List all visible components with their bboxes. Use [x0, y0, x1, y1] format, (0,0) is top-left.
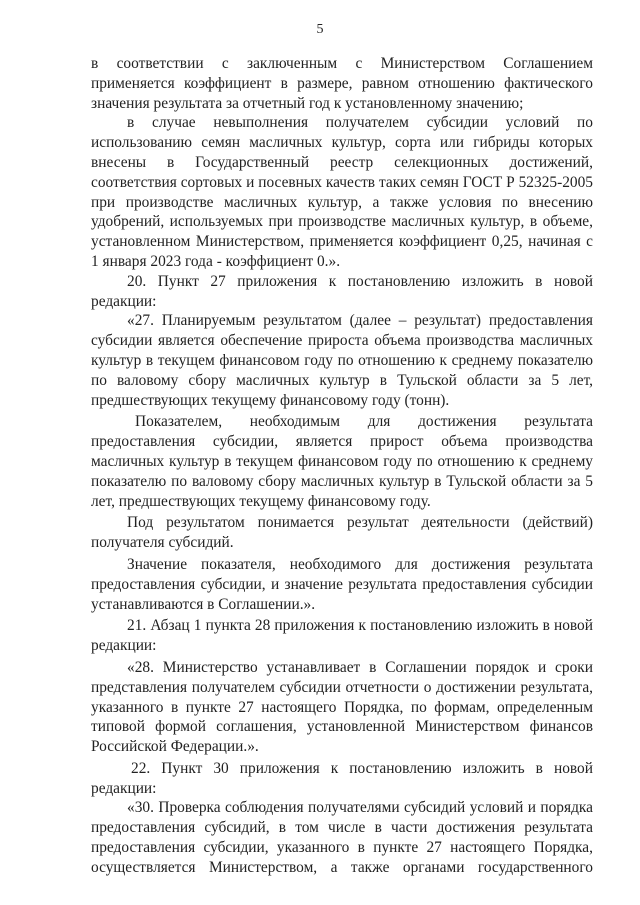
- paragraph-coefficient-ratio: в соответствии с заключенным с Министерством Соглашением применяется коэффициент в размере, равном отношению фактического значения результата за отчетный год к установленному значению;: [91, 55, 593, 112]
- page-number: 5: [316, 22, 324, 37]
- paragraph-point-30: «30. Проверка соблюдения получателями субсидий условий и порядка предоставления субсидий, в том числе в части достижения результата предоставления субсидии, указанного в пункте 27 настоящего Порядка, осуществляется Министерством, а также органами государственного: [91, 799, 593, 876]
- paragraph-item-21: 21. Абзац 1 пункта 28 приложения к постановлению изложить в новой редакции:: [91, 617, 593, 655]
- paragraph-indicator-value: Значение показателя, необходимого для достижения результата предоставления субсидии, и значение результата предоставления субсидии устанавливаются в Соглашении.».: [91, 555, 593, 613]
- paragraph-item-20: 20. Пункт 27 приложения к постановлению изложить в новой редакции:: [91, 272, 593, 310]
- paragraph-point-28: «28. Министерство устанавливает в Соглашении порядок и сроки представления получателем субсидии отчетности о достижении результата, указанного в пункте 27 настоящего Порядка, по формам, определенным типовой формой соглашения, установленной Министерством финансов Российской Федерации.».: [91, 658, 593, 756]
- paragraph-coefficient-penalty: в случае невыполнения получателем субсидии условий по использованию семян масличных культур, сорта или гибриды которых внесены в Государственный реестр селекционных достижений, соответствия сортовых и посевных качеств таких семян ГОСТ Р 52325-2005 при производстве масличных культур, а также условия по внесению удобрений, используемых при производстве масличных культур, в объеме, установленном Министерством, применяется коэффициент 0,25, начиная с 1 января 2023 года - коэффициент 0.».: [91, 114, 593, 270]
- paragraph-indicator: Показателем, необходимым для достижения результата предоставления субсидии, является прирост объема производства масличных культур в текущем финансовом году по отношению к среднему показателю по валовому сбору масличных культур в Тульской области за 5 лет, предшествующих текущему финансовому году.: [91, 413, 593, 510]
- paragraph-result-definition: Под результатом понимается результат деятельности (действий) получателя субсидий.: [91, 514, 593, 552]
- paragraph-point-27: «27. Планируемым результатом (далее – результат) предоставления субсидии является обеспечение прироста объема производства масличных культур в текущем финансовом году по отношению к среднему показателю по валовому сбору масличных культур в Тульской области за 5 лет, предшествующих текущему финансовому году (тонн).: [91, 312, 593, 409]
- document-body: [91, 54, 593, 878]
- paragraph-item-22: 22. Пункт 30 приложения к постановлению изложить в новой редакции:: [91, 759, 593, 797]
